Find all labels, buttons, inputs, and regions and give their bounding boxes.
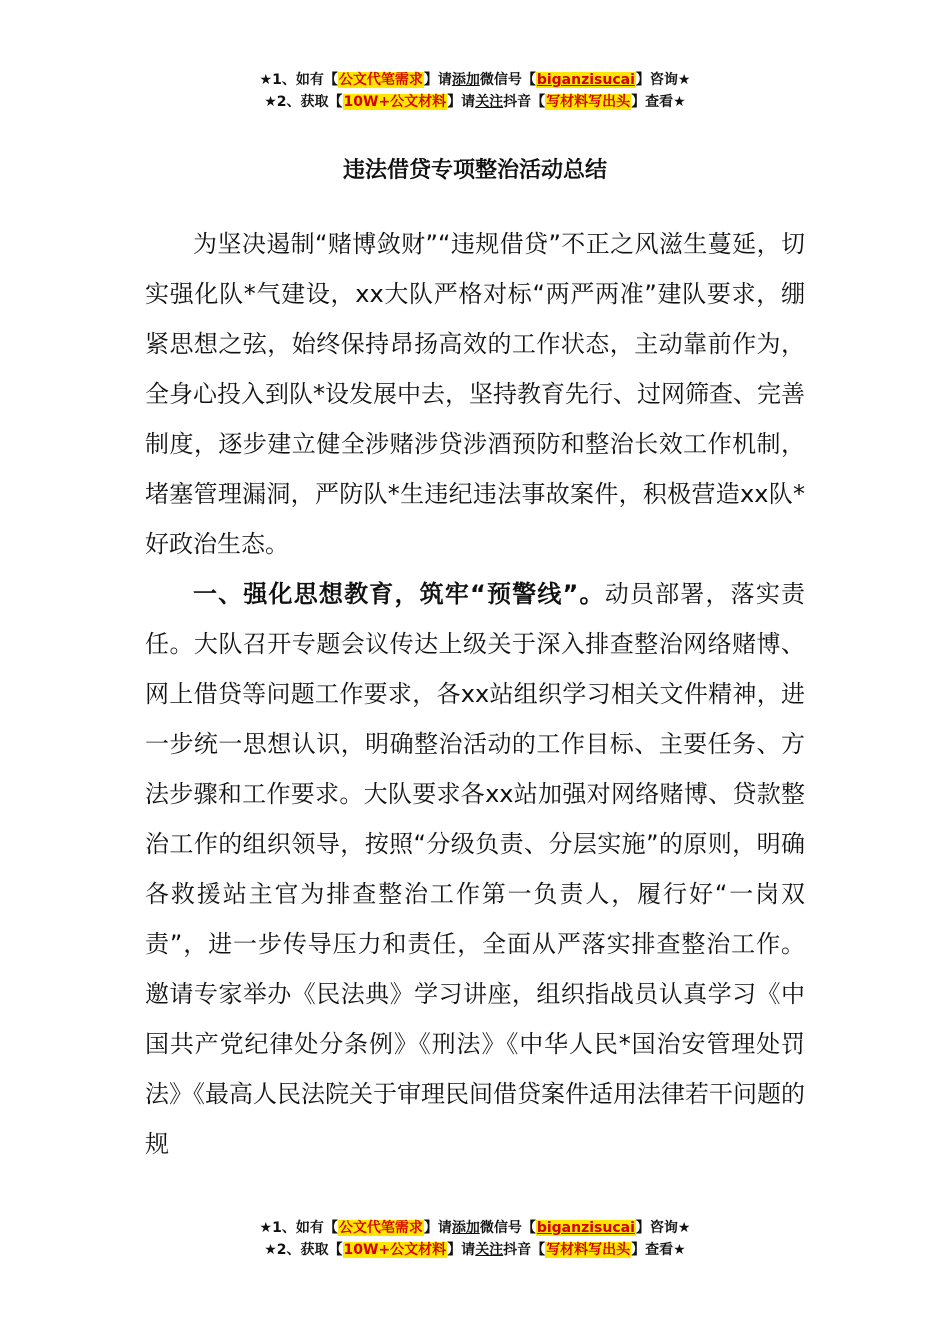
section-1-heading: 一、强化思想教育，筑牢“预警线”。 bbox=[193, 580, 605, 608]
banner-highlight: 10W+公文材料 bbox=[343, 94, 447, 110]
document-title: 违法借贷专项整治活动总结 bbox=[342, 158, 607, 183]
banner-wechat-id: biganzisucai bbox=[536, 72, 635, 88]
header-banner bbox=[0, 69, 950, 113]
banner-line-1: ★1、如有【公文代笔需求】请添加微信号【biganzisucai】咨询★ bbox=[259, 72, 691, 88]
section-1-text: 动员部署，落实责任。大队召开专题会议传达上级关于深入排查整治网络赌博、网上借贷等问题工作要求，各xx站组织学习相关文件精神，进一步统一思想认识，明确整治活动的工作目标、主要任务、方法步骤和工作要求。大队要求各xx站加强对网络赌博、贷款整治工作的组织领导，按照“分级负责、分层实施”的原则，明确各救援站主官为排查整治工作第一负责人，履行好“一岗双责”，进一步传导压力和责任，全面从严落实排查整治工作。邀请专家举办《民法典》学习讲座，组织指战员认真学习《中国共产党纪律处分条例》《刑法》《中华人民*国治安管理处罚法》《最高人民法院关于审理民间借贷案件适用法律若干问题的规 bbox=[145, 580, 806, 1158]
banner-highlight: 10W+公文材料 bbox=[343, 1242, 447, 1258]
document-body bbox=[145, 219, 805, 1169]
banner-douyin-id: 写材料写出头 bbox=[546, 1242, 631, 1258]
banner-douyin-id: 写材料写出头 bbox=[546, 94, 631, 110]
banner-wechat-id: biganzisucai bbox=[536, 1220, 635, 1236]
banner-highlight: 公文代笔需求 bbox=[338, 72, 423, 88]
banner-highlight: 公文代笔需求 bbox=[338, 1220, 423, 1236]
footer-banner bbox=[0, 1217, 950, 1261]
banner-line-1: ★1、如有【公文代笔需求】请添加微信号【biganzisucai】咨询★ bbox=[259, 1220, 691, 1236]
banner-line-2: ★2、获取【10W+公文材料】请关注抖音【写材料写出头】查看★ bbox=[264, 1242, 686, 1258]
banner-line-2: ★2、获取【10W+公文材料】请关注抖音【写材料写出头】查看★ bbox=[264, 94, 686, 110]
intro-paragraph: 为坚决遏制“赌博敛财”“违规借贷”不正之风滋生蔓延，切实强化队*气建设，xx大队严格对标“两严两准”建队要求，绷紧思想之弦，始终保持昂扬高效的工作状态，主动靠前作为，全身心投入到队*设发展中去，坚持教育先行、过网筛查、完善制度，逐步建立健全涉赌涉贷涉酒预防和整治长效工作机制，堵塞管理漏洞，严防队*生违纪违法事故案件，积极营造xx队*好政治生态。 bbox=[145, 230, 805, 558]
section-1-paragraph bbox=[145, 569, 805, 1169]
